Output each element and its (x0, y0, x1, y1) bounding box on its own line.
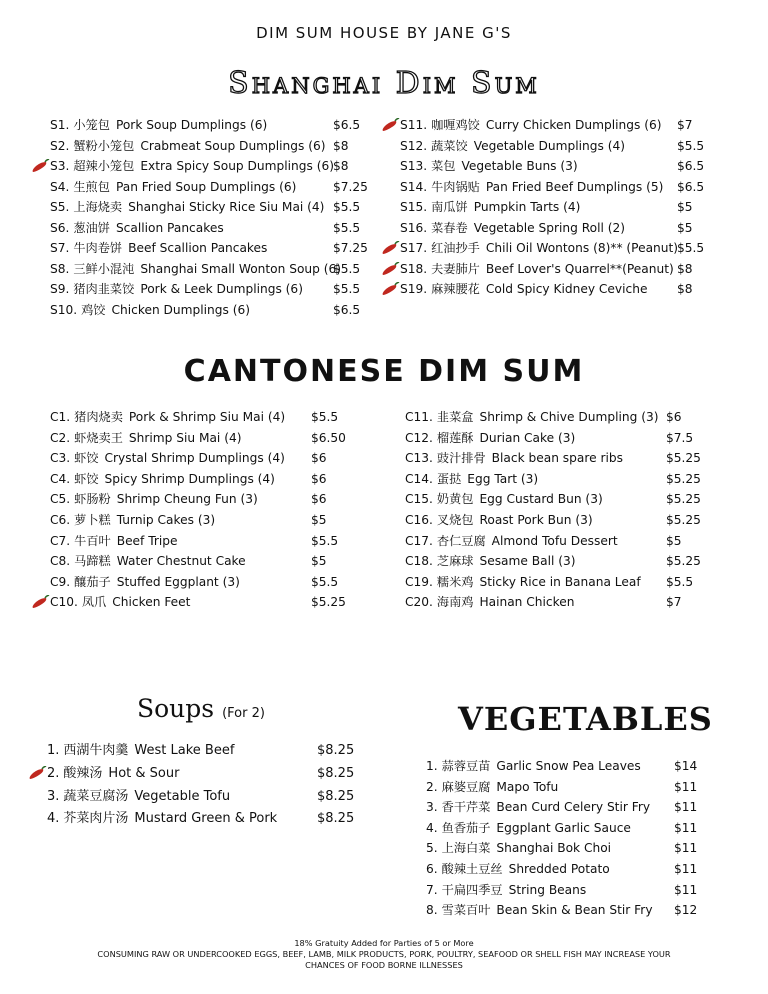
item-price: $6 (666, 410, 682, 424)
menu-item (405, 489, 701, 509)
item-price: $5.5 (677, 138, 705, 153)
menu-item (50, 510, 327, 530)
item-code: 2. (426, 779, 438, 794)
item-price: $7 (677, 118, 693, 132)
item-code: 3. (47, 788, 60, 804)
item-price: $8 (677, 261, 693, 276)
item-english-name: Sticky Rice in Banana Leaf (479, 574, 641, 589)
menu-item (50, 428, 346, 448)
item-english-name: Shredded Potato (508, 862, 610, 876)
item-code: C11. (405, 410, 433, 424)
item-code: S10. (50, 302, 78, 317)
item-chinese-name: 萝卜糕 (74, 513, 111, 527)
item-code: C7. (50, 533, 71, 548)
item-price: $5.5 (333, 220, 361, 235)
item-english-name: Black bean spare ribs (491, 451, 623, 466)
item-chinese-name: 葱油饼 (73, 220, 110, 235)
item-english-name: Pork Soup Dumplings (6) (115, 118, 268, 132)
menu-item (405, 428, 694, 448)
item-code: C2. (50, 430, 71, 445)
item-english-name: Shanghai Bok Choi (496, 841, 612, 856)
menu-item (400, 238, 705, 258)
item-code: S14. (400, 179, 428, 194)
item-english-name: Mapo Tofu (496, 779, 559, 794)
menu-item (405, 572, 694, 592)
item-chinese-name: 叉烧包 (436, 513, 474, 527)
menu-item (426, 797, 698, 817)
menu-item (50, 572, 339, 592)
item-chinese-name: 虾饺 (74, 451, 99, 466)
item-price: $5.5 (333, 200, 361, 214)
item-price: $5.5 (311, 574, 339, 589)
item-chinese-name: 西湖牛肉羹 (63, 743, 129, 758)
item-chinese-name: 鸡饺 (81, 302, 106, 317)
item-chinese-name: 酸辣土豆丝 (441, 862, 503, 876)
item-code: 8. (426, 903, 438, 918)
item-price: $7.25 (333, 241, 368, 255)
menu-item (405, 407, 682, 427)
item-english-name: Durian Cake (3) (479, 430, 576, 445)
item-chinese-name: 蟹粉小笼包 (73, 138, 135, 153)
item-english-name: Stuffed Eggplant (3) (116, 574, 240, 589)
menu-item (50, 136, 349, 156)
item-price: $5.25 (666, 554, 701, 569)
item-chinese-name: 小笼包 (73, 118, 110, 132)
item-price: $8.25 (317, 788, 355, 804)
menu-item (50, 279, 361, 299)
item-chinese-name: 菜包 (431, 159, 456, 173)
menu-item (50, 531, 339, 551)
item-price: $6.50 (311, 430, 346, 445)
item-chinese-name: 雪菜百叶 (441, 903, 491, 918)
item-code: C8. (50, 554, 71, 569)
item-english-name: Beef Tripe (116, 533, 178, 548)
item-chinese-name: 芥菜肉片汤 (63, 811, 129, 827)
item-code: 6. (426, 862, 438, 876)
item-chinese-name: 榴莲酥 (436, 430, 474, 445)
item-code: S12. (400, 138, 428, 153)
item-code: S9. (50, 282, 70, 296)
menu-item (50, 197, 361, 217)
item-chinese-name: 蒜蓉豆苗 (441, 759, 491, 773)
item-chinese-name: 虾肠粉 (74, 492, 111, 507)
item-code: S8. (50, 261, 70, 276)
item-english-name: Vegetable Dumplings (4) (473, 138, 625, 153)
item-english-name: Chicken Dumplings (6) (111, 302, 250, 317)
menu-item (405, 469, 701, 489)
item-price: $5.5 (311, 533, 339, 548)
menu-item (400, 279, 693, 299)
menu-item (426, 838, 698, 858)
item-english-name: Shanghai Sticky Rice Siu Mai (4) (128, 200, 325, 214)
item-price: $5.25 (666, 471, 701, 486)
item-price: $6.5 (333, 302, 361, 317)
menu-item (400, 156, 705, 176)
item-price: $6 (311, 471, 327, 486)
item-price: $11 (674, 800, 698, 815)
item-price: $7 (666, 595, 682, 610)
item-english-name: Scallion Pancakes (115, 220, 224, 235)
item-chinese-name: 菜春卷 (431, 220, 468, 235)
item-chinese-name: 韭菜盒 (436, 410, 474, 424)
item-price: $5.5 (677, 241, 705, 255)
menu-item (405, 531, 682, 551)
item-code: 5. (426, 841, 438, 856)
item-chinese-name: 猪肉韭菜饺 (73, 282, 135, 296)
item-chinese-name: 马蹄糕 (74, 554, 111, 569)
item-chinese-name: 蔬菜饺 (431, 138, 468, 153)
item-english-name: Shrimp Siu Mai (4) (128, 430, 242, 445)
chili-pepper-icon (32, 159, 50, 173)
item-chinese-name: 鱼香茄子 (441, 820, 491, 835)
item-english-name: Beef Scallion Pancakes (128, 241, 268, 255)
item-code: C19. (405, 574, 433, 589)
item-chinese-name: 牛肉锅贴 (431, 179, 480, 194)
item-price: $5 (666, 533, 682, 548)
item-code: C16. (405, 513, 433, 527)
item-price: $6 (311, 451, 327, 466)
item-chinese-name: 蛋挞 (436, 471, 462, 486)
item-chinese-name: 杏仁豆腐 (436, 533, 486, 548)
consumption-warning-cont: CHANCES OF FOOD BORNE ILLNESSES (305, 960, 463, 970)
item-chinese-name: 芝麻球 (436, 554, 474, 569)
item-english-name: Shrimp Cheung Fun (3) (116, 492, 258, 507)
item-code: C13. (405, 451, 433, 466)
item-chinese-name: 咖喱鸡饺 (431, 118, 480, 132)
item-english-name: Hot & Sour (108, 765, 180, 781)
menu-item (405, 448, 701, 468)
item-english-name: Almond Tofu Dessert (491, 533, 618, 548)
item-english-name: Garlic Snow Pea Leaves (496, 759, 641, 773)
item-code: S4. (50, 179, 70, 194)
item-code: S5. (50, 200, 70, 214)
item-price: $5.5 (311, 410, 339, 424)
menu-item (400, 218, 693, 238)
item-code: C18. (405, 554, 433, 569)
menu-item (50, 551, 327, 571)
item-chinese-name: 虾烧卖王 (74, 430, 123, 445)
item-english-name: Roast Pork Bun (3) (479, 513, 593, 527)
menu-item (50, 592, 346, 612)
item-code: 7. (426, 882, 438, 897)
item-code: S15. (400, 200, 428, 214)
chili-pepper-icon (382, 241, 400, 255)
cantonese-section-title: CANTONESE DIM SUM (183, 354, 585, 389)
item-code: C1. (50, 410, 71, 424)
item-price: $6.5 (333, 118, 361, 132)
item-english-name: Crystal Shrimp Dumplings (4) (104, 451, 285, 466)
gratuity-note: 18% Gratuity Added for Parties of 5 or More (294, 938, 474, 948)
item-english-name: Chili Oil Wontons (8)** (Peanut) (485, 241, 679, 255)
item-price: $5.5 (333, 261, 361, 276)
item-english-name: Turnip Cakes (3) (116, 513, 216, 527)
item-code: C9. (50, 574, 71, 589)
item-english-name: Egg Custard Bun (3) (479, 492, 603, 507)
item-price: $14 (674, 759, 698, 773)
item-code: S18. (400, 261, 428, 276)
menu-item (50, 238, 368, 258)
chili-pepper-icon (382, 282, 400, 296)
item-chinese-name: 香干芹菜 (441, 800, 491, 815)
item-code: S2. (50, 138, 70, 153)
item-price: $8.25 (317, 743, 355, 758)
item-code: S17. (400, 241, 428, 255)
item-price: $11 (674, 862, 698, 876)
soups-title: Soups (137, 694, 215, 723)
item-price: $5.5 (333, 282, 361, 296)
item-chinese-name: 牛百叶 (74, 533, 111, 548)
item-english-name: Crabmeat Soup Dumplings (6) (140, 138, 326, 153)
item-english-name: String Beans (508, 882, 587, 897)
item-price: $5.5 (666, 574, 694, 589)
vegetables-section-title: VEGETABLES (458, 700, 713, 738)
menu-item (50, 300, 361, 320)
item-english-name: Pork & Shrimp Siu Mai (4) (128, 410, 286, 424)
item-price: $7.25 (333, 179, 368, 194)
item-chinese-name: 釀茄子 (74, 574, 111, 589)
item-english-name: Shanghai Small Wonton Soup (6) (140, 261, 342, 276)
item-price: $8 (333, 159, 349, 173)
menu-item (400, 115, 693, 135)
item-english-name: Spicy Shrimp Dumplings (4) (104, 471, 275, 486)
item-price: $6.5 (677, 179, 705, 194)
menu-item (50, 469, 327, 489)
item-code: C6. (50, 513, 71, 527)
item-chinese-name: 红油抄手 (431, 241, 480, 255)
item-code: 4. (47, 811, 60, 827)
item-price: $11 (674, 820, 698, 835)
item-price: $12 (674, 903, 698, 918)
menu-item (426, 900, 698, 920)
menu-item (50, 407, 339, 427)
item-code: S3. (50, 159, 70, 173)
item-code: C14. (405, 471, 433, 486)
item-price: $8.25 (317, 811, 355, 827)
item-price: $5.25 (666, 451, 701, 466)
item-chinese-name: 豉汁排骨 (436, 451, 486, 466)
item-price: $5 (677, 220, 693, 235)
menu-item (47, 808, 355, 830)
item-chinese-name: 糯米鸡 (436, 574, 474, 589)
item-english-name: Pork & Leek Dumplings (6) (140, 282, 303, 296)
menu-item (400, 259, 693, 279)
footer-notice (0, 938, 768, 971)
item-code: C4. (50, 471, 71, 486)
item-english-name: Pumpkin Tarts (4) (473, 200, 581, 214)
chili-pepper-icon (382, 262, 400, 276)
menu-item (50, 156, 349, 176)
item-price: $5 (311, 513, 327, 527)
item-chinese-name: 蔬菜豆腐汤 (63, 788, 129, 804)
item-price: $5 (677, 200, 693, 214)
menu-item (426, 818, 698, 838)
item-chinese-name: 猪肉烧卖 (74, 410, 123, 424)
item-code: C3. (50, 451, 71, 466)
menu-item (50, 115, 361, 135)
menu-item (405, 510, 701, 530)
menu-item (50, 259, 361, 279)
menu-item (47, 740, 355, 762)
menu-item (426, 756, 698, 776)
item-english-name: Cold Spicy Kidney Ceviche (485, 282, 648, 296)
item-english-name: Vegetable Tofu (134, 788, 231, 804)
item-chinese-name: 上海白菜 (441, 841, 491, 856)
shanghai-section-title: Shanghai Dim Sum (228, 66, 540, 101)
item-english-name: Vegetable Buns (3) (461, 159, 578, 173)
menu-item (47, 763, 355, 785)
item-price: $8 (333, 138, 349, 153)
item-chinese-name: 生煎包 (73, 179, 110, 194)
item-price: $8 (677, 282, 693, 296)
menu-item (50, 177, 368, 197)
item-code: S1. (50, 118, 70, 132)
item-chinese-name: 海南鸡 (436, 595, 474, 610)
menu-item (400, 197, 693, 217)
item-code: S16. (400, 220, 428, 235)
item-price: $5 (311, 554, 327, 569)
soups-section-title (137, 694, 265, 723)
item-english-name: Eggplant Garlic Sauce (496, 820, 631, 835)
restaurant-name: DIM SUM HOUSE BY JANE G'S (256, 24, 512, 42)
chili-pepper-icon (29, 766, 47, 780)
item-code: S6. (50, 220, 70, 235)
item-english-name: Hainan Chicken (479, 595, 575, 610)
item-code: S13. (400, 159, 428, 173)
item-english-name: Mustard Green & Pork (134, 811, 278, 827)
chili-pepper-icon (32, 595, 50, 609)
menu-item (47, 786, 355, 808)
item-english-name: Bean Skin & Bean Stir Fry (496, 903, 653, 918)
item-code: S11. (400, 118, 428, 132)
item-chinese-name: 三鲜小混沌 (73, 261, 135, 276)
item-price: $5.25 (666, 492, 701, 507)
item-chinese-name: 夫妻肺片 (431, 261, 480, 276)
item-code: C17. (405, 533, 433, 548)
item-code: 3. (426, 800, 438, 815)
menu-item (426, 777, 698, 797)
item-code: C12. (405, 430, 433, 445)
menu-item (50, 218, 361, 238)
item-price: $7.5 (666, 430, 694, 445)
item-price: $11 (674, 841, 698, 856)
item-english-name: Water Chestnut Cake (116, 554, 246, 569)
consumption-warning: CONSUMING RAW OR UNDERCOOKED EGGS, BEEF, LAMB, MILK PRODUCTS, PORK, POULTRY, SEAFOOD OR SHELL FISH MAY INCREASE YOUR (97, 949, 671, 959)
item-english-name: Shrimp & Chive Dumpling (3) (479, 410, 659, 424)
item-chinese-name: 奶黄包 (436, 492, 474, 507)
menu-item (426, 880, 698, 900)
item-code: C15. (405, 492, 433, 507)
item-english-name: Sesame Ball (3) (479, 554, 576, 569)
item-code: C5. (50, 492, 71, 507)
item-chinese-name: 南瓜饼 (431, 200, 468, 214)
item-english-name: Beef Lover's Quarrel**(Peanut) (485, 261, 674, 276)
item-code: 1. (47, 743, 60, 758)
item-english-name: Pan Fried Beef Dumplings (5) (485, 179, 664, 194)
item-price: $5.25 (666, 513, 701, 527)
item-chinese-name: 上海烧卖 (73, 200, 123, 214)
item-english-name: Vegetable Spring Roll (2) (473, 220, 626, 235)
item-price: $11 (674, 882, 698, 897)
item-price: $11 (674, 779, 698, 794)
item-english-name: Egg Tart (3) (467, 471, 539, 486)
item-chinese-name: 牛肉卷饼 (73, 241, 123, 255)
item-price: $6.5 (677, 159, 705, 173)
soups-note: (For 2) (222, 706, 265, 721)
menu-item (405, 551, 701, 571)
item-code: 2. (47, 765, 60, 781)
item-chinese-name: 凤爪 (81, 595, 107, 610)
item-code: C20. (405, 595, 433, 610)
item-english-name: Extra Spicy Soup Dumplings (6) (140, 159, 334, 173)
menu-item (405, 592, 682, 612)
item-price: $6 (311, 492, 327, 507)
item-chinese-name: 酸辣汤 (63, 765, 103, 781)
item-price: $8.25 (317, 765, 355, 781)
item-english-name: Bean Curd Celery Stir Fry (496, 800, 651, 815)
item-chinese-name: 虾饺 (74, 471, 99, 486)
menu-item (400, 136, 705, 156)
menu-item (400, 177, 705, 197)
item-chinese-name: 超辣小笼包 (73, 159, 135, 173)
item-chinese-name: 麻婆豆腐 (441, 779, 491, 794)
item-english-name: West Lake Beef (134, 743, 235, 758)
item-code: C10. (50, 595, 78, 610)
item-code: 4. (426, 820, 438, 835)
item-code: 1. (426, 759, 438, 773)
item-english-name: Curry Chicken Dumplings (6) (485, 118, 662, 132)
item-english-name: Chicken Feet (112, 595, 191, 610)
item-price: $5.25 (311, 595, 346, 610)
menu-item (50, 448, 327, 468)
item-code: S7. (50, 241, 70, 255)
menu-item (426, 859, 698, 879)
item-english-name: Pan Fried Soup Dumplings (6) (115, 179, 297, 194)
menu-item (50, 489, 327, 509)
item-code: S19. (400, 282, 428, 296)
item-chinese-name: 干扁四季豆 (441, 882, 503, 897)
chili-pepper-icon (382, 118, 400, 132)
item-chinese-name: 麻辣腰花 (431, 282, 480, 296)
